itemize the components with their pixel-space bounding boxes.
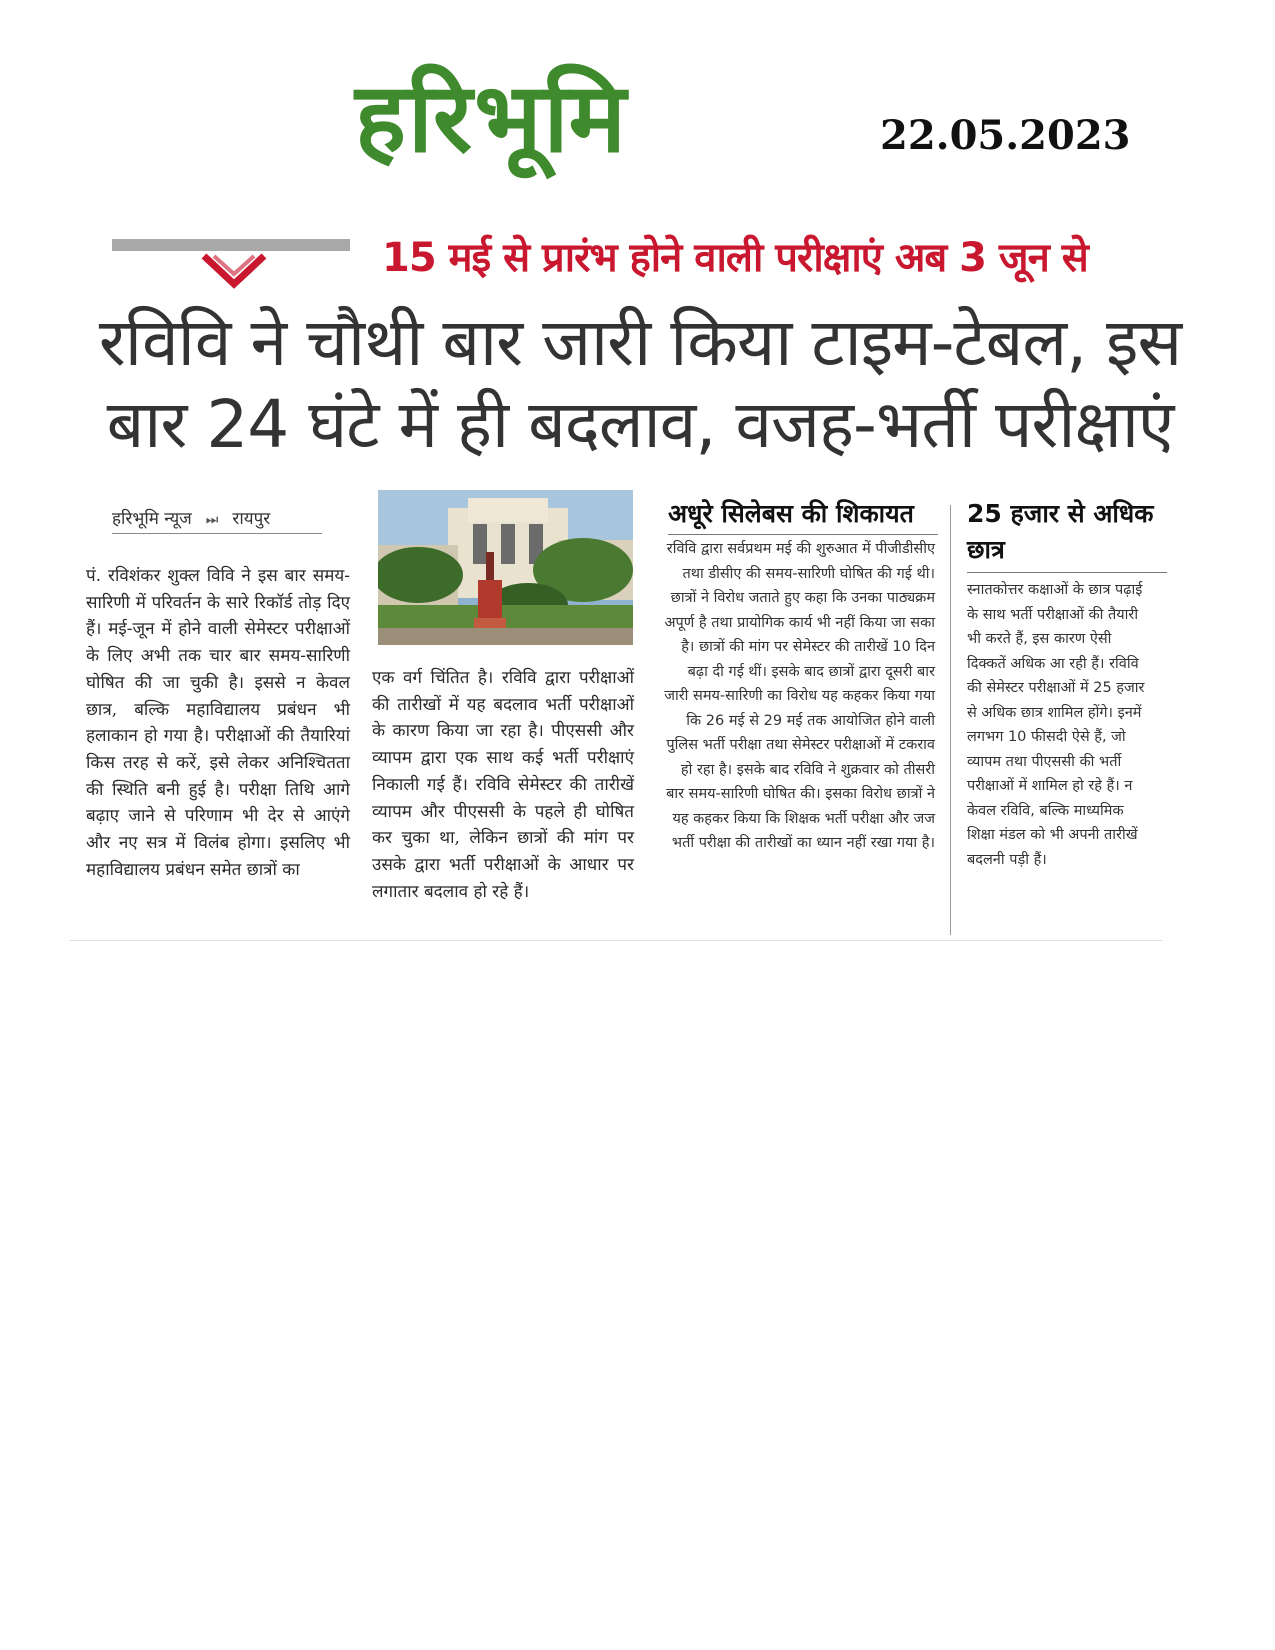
publication-date: 22.05.2023 <box>880 112 1131 159</box>
section-heading-syllabus: अधूरे सिलेबस की शिकायत <box>668 496 938 535</box>
chevron-down-icon <box>200 252 268 290</box>
bottom-divider <box>70 940 1162 941</box>
byline <box>112 506 322 534</box>
forward-icon: ⏭ <box>205 512 219 528</box>
column-divider <box>950 505 951 935</box>
newspaper-masthead: हरिभूमि <box>355 62 628 174</box>
decorative-rule <box>112 239 350 251</box>
byline-city: रायपुर <box>232 509 271 529</box>
article-column-2: एक वर्ग चिंतित है। रविवि द्वारा परीक्षाओं की तारीखों में यह बदलाव भर्ती परीक्षाओं के कारण किया जा रहा है। पीएससी और व्यापम द्वारा एक साथ कई भर्ती परीक्षाएं निकाली गई हैं। रविवि सेमेस्टर की तारीखें व्यापम और पीएससी के पहले ही घोषित कर चुका था, लेकिन छात्रों की मांग पर उसके द्वारा भर्ती परीक्षाओं के आधार पर लगातार बदलाव हो रहे हैं। <box>372 668 634 902</box>
byline-source: हरिभूमि न्यूज <box>112 509 192 529</box>
section-heading-students: 25 हजार से अधिक छात्र <box>967 496 1167 573</box>
kicker-headline: 15 मई से प्रारंभ होने वाली परीक्षाएं अब 3 जून से <box>382 235 1088 281</box>
article-column-1: पं. रविशंकर शुक्ल विवि ने इस बार समय-सारिणी में परिवर्तन के सारे रिकॉर्ड तोड़ दिए हैं। मई-जून में होने वाली सेमेस्टर परीक्षाओं के लिए अभी तक चार बार समय-सारिणी घोषित की जा चुकी है। इससे न केवल छात्र, बल्कि महाविद्यालय प्रबंधन भी हलाकान हो गया है। परीक्षाओं की तैयारियां किस तरह से करें, इसे लेकर अनिश्चितता की स्थिति बनी हुई है। परीक्षा तिथि आगे बढ़ाए जाने से परिणाम भी देर से आएंगे और नए सत्र में विलंब होगा। इसलिए भी महाविद्यालय प्रबंधन समेत छात्रों का <box>86 566 350 880</box>
article-column-4: स्नातकोत्तर कक्षाओं के छात्र पढ़ाई के साथ भर्ती परीक्षाओं की तैयारी भी करते हैं, इस कारण ऐसी दिक्कतें अधिक आ रही हैं। रविवि की सेमेस्टर परीक्षाओं में 25 हजार से अधिक छात्र शामिल होंगे। इनमें लगभग 10 फीसदी ऐसे हैं, जो व्यापम तथा पीएससी की भर्ती परीक्षाओं में शामिल हो रहे हैं। न केवल रविवि, बल्कि माध्यमिक शिक्षा मंडल को भी अपनी तारीखें बदलनी पड़ी हैं। <box>967 582 1145 868</box>
university-building-photo <box>378 490 633 645</box>
article-column-3: रविवि द्वारा सर्वप्रथम मई की शुरुआत में पीजीडीसीए तथा डीसीए की समय-सारिणी घोषित की गई थी। छात्रों ने विरोध जताते हुए कहा कि उनका पाठ्यक्रम अपूर्ण है तथा प्रायोगिक कार्य भी नहीं किया जा सका है। छात्रों की मांग पर सेमेस्टर की तारीखें 10 दिन बढ़ा दी गई थीं। इसके बाद छात्रों द्वारा दूसरी बार जारी समय-सारिणी का विरोध यह कहकर किया गया कि 26 मई से 29 मई तक आयोजित होने वाली पुलिस भर्ती परीक्षा तथा सेमेस्टर परीक्षाओं में टकराव हो रहा है। इसके बाद रविवि ने शुक्रवार को तीसरी बार समय-सारिणी घोषित की। इसका विरोध छात्रों ने यह कहकर किया कि शिक्षक भर्ती परीक्षा और जज भर्ती परीक्षा की तारीखों का ध्यान नहीं रखा गया है। <box>664 541 935 851</box>
main-headline: रविवि ने चौथी बार जारी किया टाइम-टेबल, इस बार 24 घंटे में ही बदलाव, वजह-भर्ती परीक्षाएं <box>98 304 1182 463</box>
